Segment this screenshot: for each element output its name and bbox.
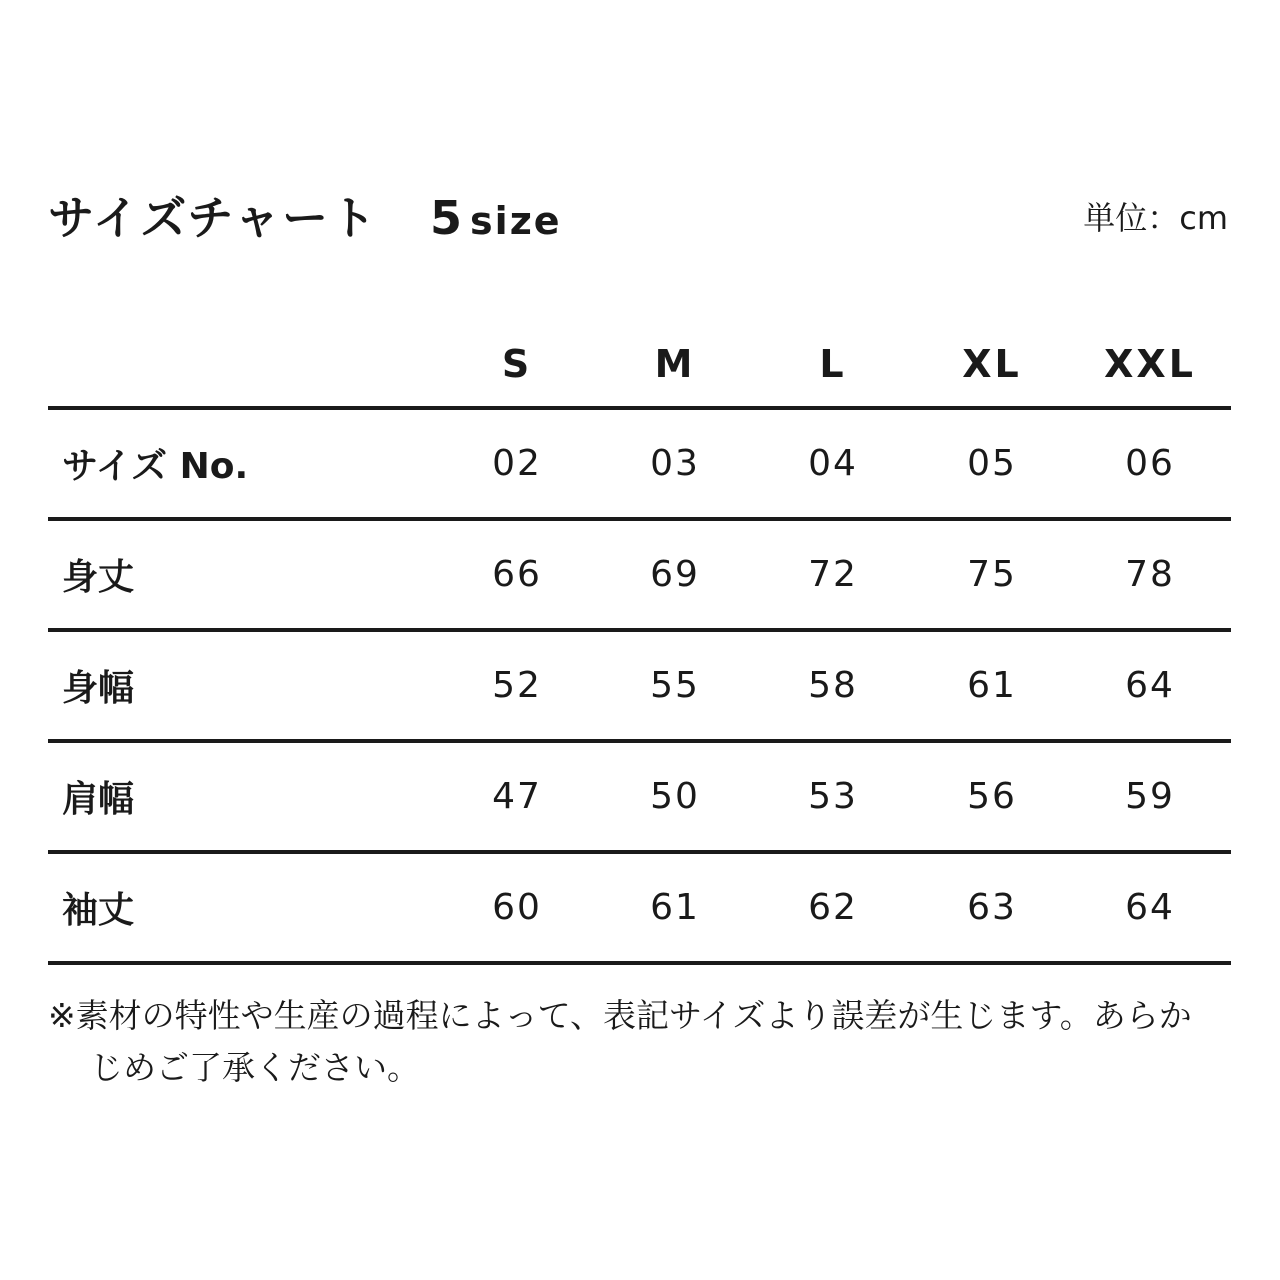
table-cell: 78 bbox=[1125, 554, 1175, 595]
size-word: size bbox=[470, 199, 562, 243]
column-header-xxl: XXL bbox=[1104, 342, 1196, 386]
table-cell: 64 bbox=[1125, 887, 1175, 928]
table-cell: 52 bbox=[492, 665, 542, 706]
page-title bbox=[48, 188, 562, 251]
note-line-2: じめご了承ください。 bbox=[90, 1048, 420, 1087]
table-row bbox=[48, 743, 1231, 854]
table-cell: 02 bbox=[492, 443, 542, 484]
row-label: 肩幅 bbox=[62, 779, 135, 820]
note-line-1: ※素材の特性や生産の過程によって、表記サイズより誤差が生じます。あらか bbox=[48, 996, 1192, 1035]
table-row bbox=[48, 854, 1231, 965]
table-cell: 60 bbox=[492, 887, 542, 928]
column-header-l: L bbox=[819, 342, 847, 386]
row-label: 身丈 bbox=[62, 557, 135, 598]
row-label: サイズ No. bbox=[62, 446, 249, 487]
column-header-xl: XL bbox=[962, 342, 1022, 386]
table-cell: 59 bbox=[1125, 776, 1175, 817]
table-cell: 69 bbox=[650, 554, 700, 595]
table-cell: 53 bbox=[808, 776, 858, 817]
title-text: サイズチャート bbox=[48, 191, 379, 245]
table-cell: 55 bbox=[650, 665, 700, 706]
table-cell: 61 bbox=[650, 887, 700, 928]
table-cell: 50 bbox=[650, 776, 700, 817]
table-header-row bbox=[48, 322, 1231, 410]
table-row bbox=[48, 632, 1231, 743]
table-row bbox=[48, 521, 1231, 632]
table-cell: 61 bbox=[967, 665, 1017, 706]
size-count: 5 bbox=[430, 191, 465, 245]
row-label: 身幅 bbox=[62, 668, 135, 709]
table-cell: 05 bbox=[967, 443, 1017, 484]
size-table bbox=[48, 322, 1231, 965]
row-label: 袖丈 bbox=[62, 890, 135, 931]
column-header-m: M bbox=[654, 342, 696, 386]
table-row bbox=[48, 410, 1231, 521]
disclaimer-note bbox=[48, 990, 1228, 1094]
table-cell: 63 bbox=[967, 887, 1017, 928]
table-cell: 47 bbox=[492, 776, 542, 817]
table-cell: 04 bbox=[808, 443, 858, 484]
table-cell: 72 bbox=[808, 554, 858, 595]
table-cell: 66 bbox=[492, 554, 542, 595]
table-cell: 64 bbox=[1125, 665, 1175, 706]
column-header-s: S bbox=[501, 342, 533, 386]
table-cell: 75 bbox=[967, 554, 1017, 595]
table-cell: 62 bbox=[808, 887, 858, 928]
table-cell: 03 bbox=[650, 443, 700, 484]
table-cell: 58 bbox=[808, 665, 858, 706]
table-cell: 56 bbox=[967, 776, 1017, 817]
unit-label: 単位：cm bbox=[1083, 199, 1228, 237]
table-cell: 06 bbox=[1125, 443, 1175, 484]
